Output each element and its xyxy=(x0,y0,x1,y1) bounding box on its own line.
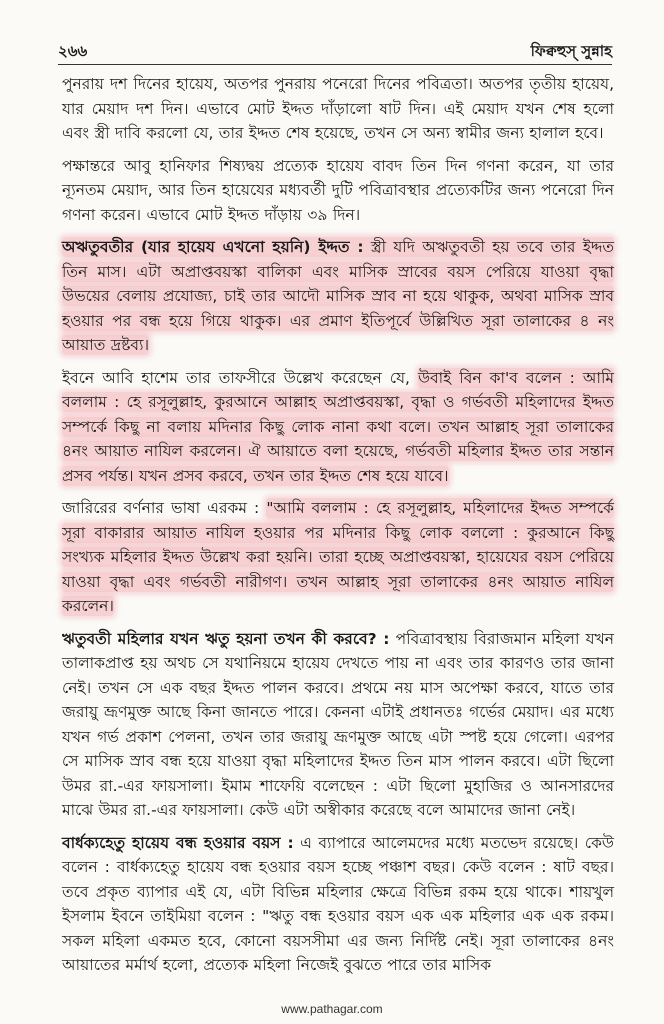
paragraph-text: জারিরের বর্ণনার ভাষা এরকম : xyxy=(62,499,267,517)
header-rule xyxy=(58,64,612,65)
paragraph xyxy=(62,627,614,823)
highlighted-text: স্ত্রী যদি অঋতুবতী হয় তবে তার ইদ্দত তিন মাস। এটা অপ্রাপ্তবয়স্কা বালিকা এবং মাসিক স্রাবের বয়স পেরিয়ে যাওয়া বৃদ্ধা উভয়ের বেলায় প্রযোজ্য, চাই তার আদৌ মাসিক স্রাব না হয়ে থাকুক, অথবা মাসিক স্রাব হওয়ার পর বন্ধ হয়ে গিয়ে থাকুক। এর প্রমাণ ইতিপূর্বে উল্লিখিত সূরা তালাকের ৪ নং আয়াত দ্রষ্টব্য। xyxy=(62,238,614,354)
paragraph-text: পবিত্রাবস্থায় বিরাজমান মহিলা যখন তালাকপ্রাপ্ত হয় অথচ সে যথানিয়মে হায়েয দেখতে পায় না এবং তার কারণও তার জানা নেই। তখন সে এক বছর ইদ্দত পালন করবে। প্রথমে নয় মাস অপেক্ষা করবে, যাতে তার জরায়ু ভ্রূণমুক্ত আছে কিনা জানতে পারে। কেননা এটাই প্রধানতঃ গর্ভের মেয়াদ। এর মধ্যে যখন গর্ভ প্রকাশ পেলনা, তখন তার জরায়ু ভ্রূণমুক্ত আছে এটা স্পষ্ট হয়ে গেলো। এরপর সে মাসিক স্রাব বন্ধ হয়ে যাওয়া বৃদ্ধা মহিলাদের ইদ্দত তিন মাস পালন করবে। এটা ছিলো উমর রা.-এর ফায়সালা। ইমাম শাফেয়ি বলেছেন : এটা ছিলো মুহাজির ও আনসারদের মাঝে উমর রা.-এর ফায়সালা। কেউ এটা অস্বীকার করেছে বলে আমাদের জানা নেই। xyxy=(62,629,614,819)
paragraph-text: পুনরায় দশ দিনের হায়েয, অতপর পুনরায় পনেরো দিনের পবিত্রতা। অতপর তৃতীয় হায়েয, যার মেয়াদ দশ দিন। এভাবে মোট ইদ্দত দাঁড়ালো ষাট দিন। এই মেয়াদ যখন শেষ হলো এবং স্ত্রী দাবি করলো যে, তার ইদ্দত শেষ হয়েছে, তখন সে অন্য স্বামীর জন্য হালাল হবে। xyxy=(62,75,614,142)
paragraph-text: পক্ষান্তরে আবু হানিফার শিষ্যদ্বয় প্রত্যেক হায়েয বাবদ তিন দিন গণনা করেন, যা তার ন্যূনতম মেয়াদ, আর তিন হায়েযের মধ্যবর্তী দুটি পবিত্রাবস্থার প্রত্যেকটির জন্য পনেরো দিন গণনা করেন। এভাবে মোট ইদ্দত দাঁড়ায় ৩৯ দিন। xyxy=(62,156,614,224)
paragraph-text: এ ব্যাপারে আলেমদের মধ্যে মতভেদ রয়েছে। কেউ বলেন : বার্ধক্যহেতু হায়েয বন্ধ হওয়ার বয়স হচ্ছে পঞ্চাশ বছর। কেউ বলেন : ষাট বছর। তবে প্রকৃত ব্যাপার এই যে, এটা বিভিন্ন মহিলার ক্ষেত্রে বিভিন্ন রকম হয়ে থাকে। শায়খুল ইসলাম ইবনে তাইমিয়া বলেন : "ঋতু বন্ধ হওয়ার বয়স এক এক মহিলার এক এক রকম। সকল মহিলা একমত হবে, কোনো বয়সসীমা এর জন্য নির্দিষ্ট নেই। সূরা তালাকের ৪নং আয়াতের মর্মার্থ হলো, প্রত্যেক মহিলা নিজেই বুঝতে পারে তার মাসিক xyxy=(62,833,614,974)
paragraph xyxy=(62,496,614,619)
section-heading: অঋতুবতীর (যার হায়েয এখনো হয়নি) ইদ্দত : xyxy=(62,238,364,256)
highlighted-text: উবাই বিন কা'ব বলেন : আমি বললাম : হে রসূলুল্লাহ, কুরআনে আল্লাহ অপ্রাপ্তবয়স্কা, বৃদ্ধা ও গর্ভবতী মহিলাদের ইদ্দত সম্পর্কে কিছু না বলায় মদিনার কিছু লোক নানা কথা বলে। তখন আল্লাহ সূরা তালাকের ৪নং আয়াত নাযিল করলেন। ঐ আয়াতে বলা হয়েছে, গর্ভবতী মহিলার ইদ্দত তার সন্তান প্রসব পর্যন্ত। যখন প্রসব করবে, তখন তার ইদ্দত শেষ হয়ে যাবে। xyxy=(62,368,614,485)
page-body xyxy=(62,72,614,986)
page-header xyxy=(58,40,612,64)
section-heading: ঋতুবতী মহিলার যখন ঋতু হয়না তখন কী করবে? : xyxy=(62,629,390,648)
page-number: ২৬৬ xyxy=(58,42,88,60)
section-heading: বার্ধক্যহেতু হায়েয বন্ধ হওয়ার বয়স : xyxy=(62,833,294,852)
highlighted-text: "আমি বললাম : হে রসূলুল্লাহ, মহিলাদের ইদ্দত সম্পর্কে সূরা বাকারার আয়াত নাযিল হওয়ার পর মদিনার কিছু লোক বললো : কুরআনে কিছু সংখ্যক মহিলার ইদ্দত উল্লেখ করা হয়নি। তারা হচ্ছে অপ্রাপ্তবয়স্কা, হায়েযের বয়স পেরিয়ে যাওয়া বৃদ্ধা এবং গর্ভবতী নারীগণ। তখন আল্লাহ সূরা তালাকের ৪নং আয়াত নাযিল করলেন। xyxy=(62,499,614,615)
paragraph xyxy=(62,72,614,146)
paragraph xyxy=(62,831,614,978)
paragraph xyxy=(62,154,614,228)
paragraph xyxy=(62,366,614,489)
paragraph-text: ইবনে আবি হাশেম তার তাফসীরে উল্লেখ করেছেন যে, xyxy=(62,368,418,387)
footer-url: www.pathagar.com xyxy=(281,1002,383,1016)
paragraph xyxy=(62,235,614,358)
book-title: ফিক্বহুস্ সুন্নাহ xyxy=(530,42,612,60)
highlighted-passage xyxy=(62,237,614,355)
